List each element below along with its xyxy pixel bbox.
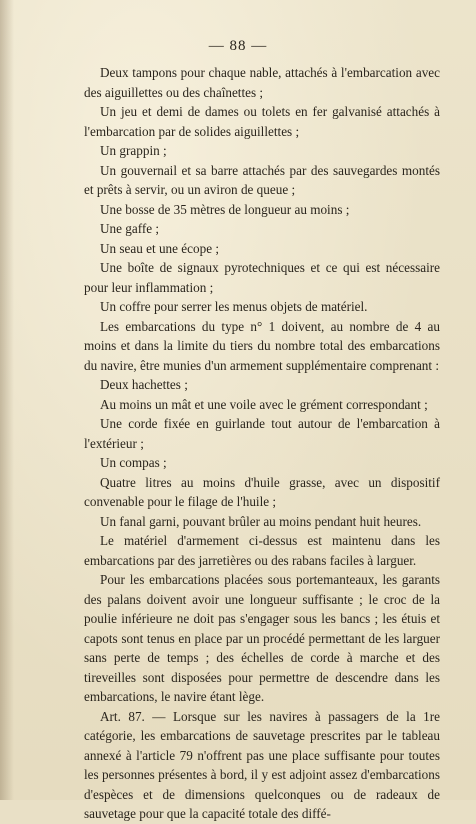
paragraph: Un coffre pour serrer les menus objets de matériel.	[100, 299, 368, 314]
paragraph: Une bosse de 35 mètres de longueur au moins ;	[100, 201, 350, 217]
paragraph: Un fanal garni, pouvant brûler au moins pendant huit heures.	[100, 513, 422, 529]
paragraph: Une boîte de signaux pyrotechniques et ce qui est nécessaire pour leur inflammation ;	[84, 260, 440, 295]
page-number: — 88 —	[208, 38, 268, 54]
paragraph: Les embarcations du type n° 1 doivent, au nombre de 4 au moins et dans la limite du tiers du nombre total des embarcations du navire, être munies d'un armement supplémentaire comprenant :	[84, 318, 440, 373]
paragraph: Un gouvernail et sa barre attachés par des sauvegardes montés et prêts à servir, ou un aviron de queue ;	[84, 162, 440, 197]
paragraph: Deux tampons pour chaque nable, attachés à l'embarcation avec des aiguillettes ou des chaînettes ;	[84, 65, 440, 100]
paragraph: Une gaffe ;	[100, 221, 160, 236]
page-spine-shadow	[0, 0, 14, 800]
paragraph: Pour les embarcations placées sous portemanteaux, les garants des palans doivent avoir une longueur suffisante ; le croc de la poulie inférieure ne doit pas s'engager sous les bancs ; les étuis et capots sont tenus en place par un procédé permettant de les larguer sans perte de temps ; des échelles de corde à marche et des tireveilles sont disposées pour permettre de descendre dans les embarcations, le navire étant lège.	[84, 572, 440, 704]
paragraph: Un jeu et demi de dames ou tolets en fer galvanisé attachés à l'embarcation par de solides aiguillettes ;	[84, 104, 440, 139]
paragraph: Un grappin ;	[100, 143, 167, 158]
paragraph: Deux hachettes ;	[100, 377, 188, 392]
paragraph: Le matériel d'armement ci-dessus est maintenu dans les embarcations par des jarretières ou des rabans faciles à larguer.	[84, 533, 440, 568]
paragraph: Quatre litres au moins d'huile grasse, avec un dispositif convenable pour le filage de l'huile ;	[84, 474, 440, 509]
paragraph: Une corde fixée en guirlande tout autour de l'embarcation à l'extérieur ;	[84, 416, 440, 451]
paragraph: Au moins un mât et une voile avec le grément correspondant ;	[100, 396, 428, 412]
paragraph: Art. 87. — Lorsque sur les navires à passagers de la 1re catégorie, les embarcations de sauvetage prescrites par le tableau annexé à l'article 79 n'offrent pas une place suffisante pour toutes les personnes présentes à bord, il y est adjoint assez d'embarcations d'espèces et de dimensions quelconques ou de radeaux de sauvetage pour que la capacité totale des diffé-	[84, 708, 440, 821]
paragraph: Un seau et une écope ;	[100, 240, 220, 256]
paragraph: Un compas ;	[100, 455, 167, 470]
page-body	[84, 63, 440, 824]
